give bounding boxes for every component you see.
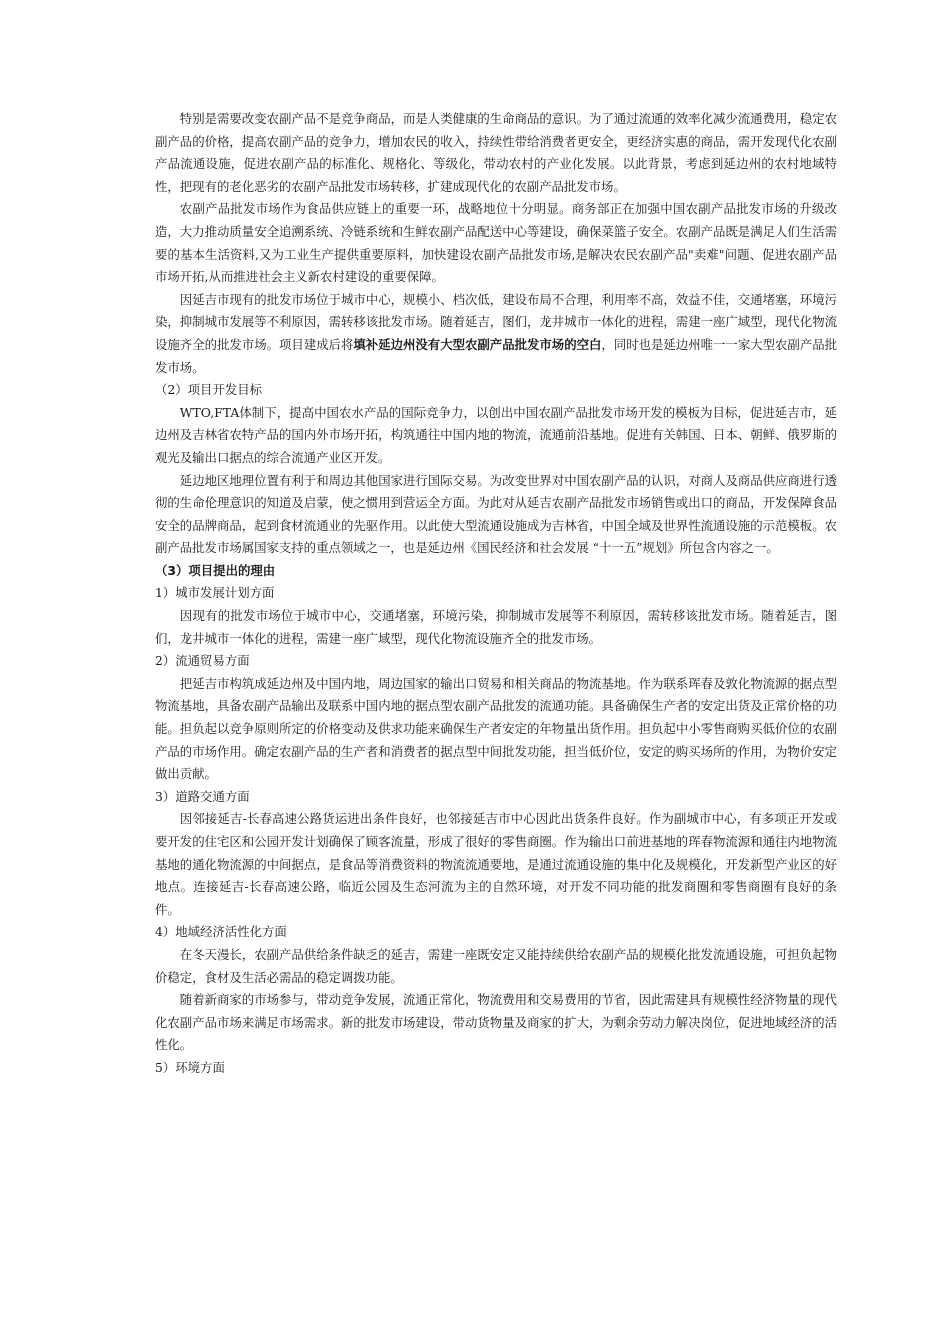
paragraph-trade-circulation: 把延吉市构筑成延边州及中国内地，周边国家的输出口贸易和相关商品的物流基地。作为联系珲春及敦化物流源的据点型物流基地，具备农副产品输出及联系中国内地的据点型农副产品批发的流通功能。具备确保生产者的安定出货及正常价格的功能。担负起以竞争原则所定的价格变动及供求功能来确保生产者安定的年物量出货作用。担负起中小零售商购买低价位的农副产品的市场作用。确定农副产品的生产者和消费者的据点型中间批发功能，担当低价位，安定的购买场所的作用，为物价安定做出贡献。: [155, 675, 837, 782]
paragraph-regional-economy-supply: 在冬天漫长，农副产品供给条件缺乏的延吉，需建一座既安定又能持续供给农副产品的规模化批发流通设施，可担负起物价稳定，食材及生活必需品的稳定调拨功能。: [155, 946, 837, 985]
paragraph-road-traffic: 因邻接延吉-长春高速公路货运进出条件良好，也邻接延吉市中心因此出货条件良好。作为副城市中心，有多项正开发或要开发的住宅区和公园开发计划确保了顾客流量，形成了很好的零售商圈。作为输出口前进基地的珲春物流源和通往内地物流基地的通化物流源的中间据点，是食品等消费资料的物流流通要地，是通过流通设施的集中化及规模化，开发新型产业区的好地点。连接延吉-长春高速公路，临近公园及生态河流为主的自然环境，对开发不同功能的批发商圈和零售商圈有良好的条件。: [155, 811, 837, 917]
heading-trade-circulation: 2）流通贸易方面: [155, 653, 250, 669]
heading-road-traffic: 3）道路交通方面: [155, 788, 250, 804]
heading-environment: 5）环境方面: [155, 1059, 225, 1075]
paragraph-wto-fta-goals: WTO,FTA体制下，提高中国农水产品的国际竞争力，以创出中国农副产品批发市场开发的模板为目标，促进延吉市，延边州及吉林省农特产品的国内外市场开拓，构筑通往中国内地的物流，流通前沿基地。促进有关韩国、日本、朝鲜、俄罗斯的观光及输出口据点的综合流通产业区开发。: [155, 404, 837, 465]
paragraph-market-relocation: [155, 289, 837, 379]
paragraph-regional-economy-competition: 随着新商家的市场参与，带动竞争发展，流通正常化，物流费用和交易费用的节省，因此需建具有规模性经济物量的现代化农副产品市场来满足市场需求。新的批发市场建设，带动货物量及商家的扩大，为剩余劳动力解决岗位，促进地域经济的活性化。: [155, 992, 837, 1053]
emphasis-fill-gap: 填补延边州没有大型农副产品批发市场的空白: [353, 336, 602, 352]
paragraph-urban-planning: 因现有的批发市场位于城市中心，交通堵塞，环境污染，抑制城市发展等不利原因，需转移该批发市场。随着延吉，图们，龙井城市一体化的进程，需建一座广域型，现代化物流设施齐全的批发市场。: [155, 608, 837, 646]
heading-project-reasons: （3）项目提出的理由: [155, 562, 276, 578]
heading-regional-economy: 4）地域经济活性化方面: [155, 924, 287, 940]
paragraph-yanbian-location: 延边地区地理位置有利于和周边其他国家进行国际交易。为改变世界对中国农副产品的认识，对商人及商品供应商进行透彻的生命伦理意识的知道及启蒙，使之惯用到营运全方面。为此对从延吉农副产品批发市场销售或出口的商品，开发保障食品安全的品牌商品，起到食材流通业的先驱作用。以此使大型流通设施成为吉林省，中国全域及世界性流通设施的示范模板。农副产品批发市场属国家支持的重点领域之一，也是延边州《国民经济和社会发展 “十一五”规划》所包含内容之一。: [155, 472, 837, 556]
paragraph-wholesale-market-role: 农副产品批发市场作为食品供应链上的重要一环，战略地位十分明显。商务部正在加强中国农副产品批发市场的升级改造，大力推动质量安全追溯系统、冷链系统和生鲜农副产品配送中心等建设，确保菜篮子安全。农副产品既是满足人们生活需要的基本生活资料,又为工业生产提供重要原料，加快建设农副产品批发市场,是解决农民农副产品"卖难"问题、促进农副产品市场开拓,从而推进社会主义新农村建设的重要保障。: [155, 201, 837, 285]
heading-urban-planning: 1）城市发展计划方面: [155, 585, 275, 601]
paragraph-commodity-awareness: 特别是需要改变农副产品不是竞争商品，而是人类健康的生命商品的意识。为了通过流通的效率化减少流通费用，稳定农副产品的价格，提高农副产品的竞争力，增加农民的收入，持续性带给消费者更安全，更经济实惠的商品，需开发现代化农副产品流通设施，促进农副产品的标准化、规格化、等级化，带动农村的产业化发展。以此背景，考虑到延边州的农村地域特性，把现有的老化恶劣的农副产品批发市场转移，扩建成现代化的农副产品批发市场。: [155, 111, 837, 194]
document-page: [155, 108, 837, 1080]
paragraph-market-relocation-text: 因延吉市现有的批发市场位于城市中心，规模小、档次低，建设布局不合理，利用率不高，效益不佳，交通堵塞，环境污染，抑制城市发展等不利原因，需转移该批发市场。随着延吉，图们，龙井城市一体化的进程，需建一座广域型，现代化物流设施齐全的批发市场。项目建成后将: [155, 291, 837, 352]
paragraph-market-relocation-tail: ，同时也是延边州唯一一家大型农副产品批发市场。: [155, 336, 838, 375]
heading-development-goals: （2）项目开发目标: [155, 382, 263, 398]
